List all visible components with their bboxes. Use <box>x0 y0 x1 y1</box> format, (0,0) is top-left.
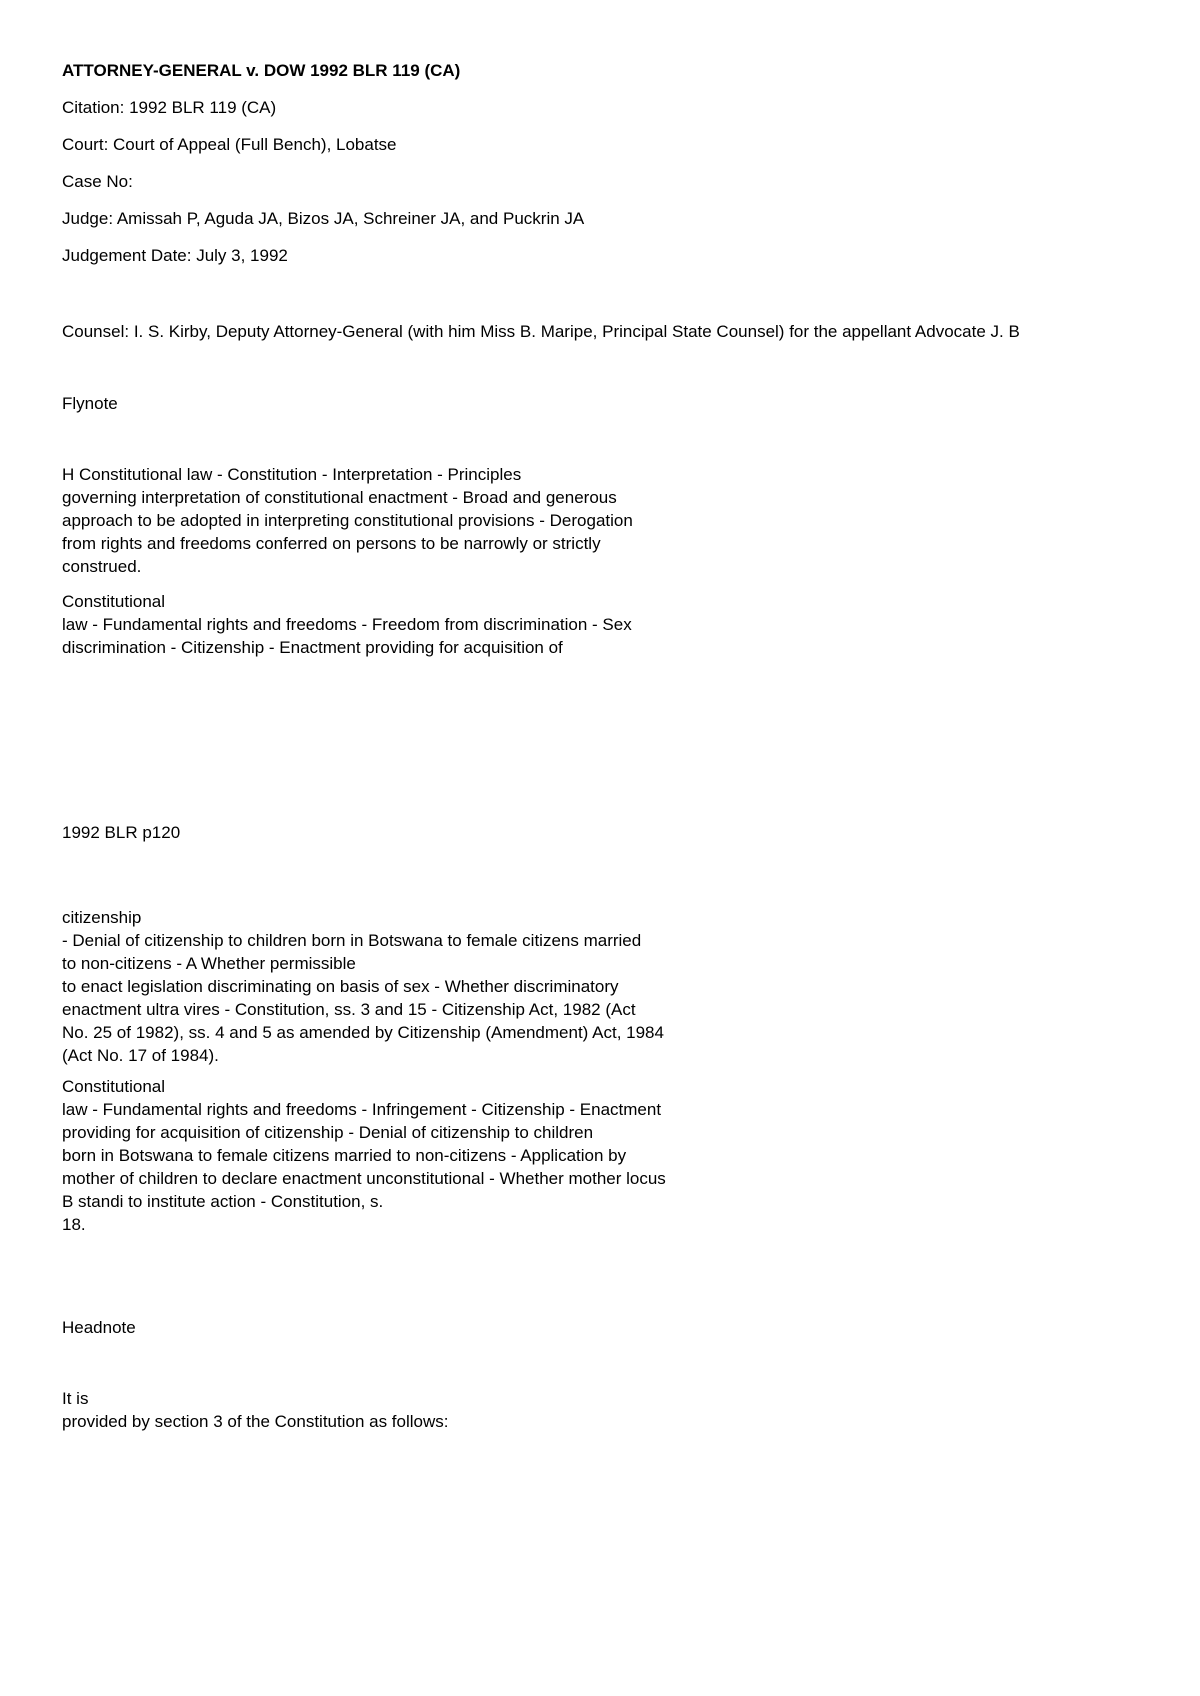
headnote-paragraph: It is provided by section 3 of the Constitution as follows: <box>62 1389 449 1431</box>
flynote-paragraph: Constitutional law - Fundamental rights and freedoms - Infringement - Citizenship - Enactment providing for acquisition of citizenship - Denial of citizenship to children born in Botswana to female citizens married to non-citizens - Application by mother of children to declare enactment unconstitutional - Whether mother locus B standi to institute action - Constitution, s. 18. <box>62 1077 666 1234</box>
court: Court: Court of Appeal (Full Bench), Lobatse <box>62 135 397 154</box>
case-title: ATTORNEY-GENERAL v. DOW 1992 BLR 119 (CA) <box>62 61 461 80</box>
flynote-heading: Flynote <box>62 394 118 413</box>
page-marker: 1992 BLR p120 <box>62 823 181 842</box>
flynote-paragraph: citizenship - Denial of citizenship to children born in Botswana to female citizens married to non-citizens - A Whether permissible to enact legislation discriminating on basis of sex - Whether discriminatory enactment ultra vires - Constitution, ss. 3 and 15 - Citizenship Act, 1982 (Act No. 25 of 1982), ss. 4 and 5 as amended by Citizenship (Amendment) Act, 1984 (Act No. 17 of 1984). <box>62 908 664 1065</box>
flynote-paragraph: Constitutional law - Fundamental rights and freedoms - Freedom from discrimination - Sex discrimination - Citizenship - Enactment providing for acquisition of <box>62 592 632 657</box>
counsel: Counsel: I. S. Kirby, Deputy Attorney-General (with him Miss B. Maripe, Principal State Counsel) for the appellant Advocate J. B <box>62 322 1020 341</box>
judge: Judge: Amissah P, Aguda JA, Bizos JA, Schreiner JA, and Puckrin JA <box>62 209 585 228</box>
judgement-date: Judgement Date: July 3, 1992 <box>62 246 288 265</box>
headnote-heading: Headnote <box>62 1318 136 1337</box>
citation: Citation: 1992 BLR 119 (CA) <box>62 98 277 117</box>
case-number: Case No: <box>62 172 133 191</box>
flynote-paragraph: H Constitutional law - Constitution - Interpretation - Principles governing interpretation of constitutional enactment - Broad and generous approach to be adopted in interpreting constitutional provisions - Derogation from rights and freedoms conferred on persons to be narrowly or strictly construed. <box>62 465 633 576</box>
